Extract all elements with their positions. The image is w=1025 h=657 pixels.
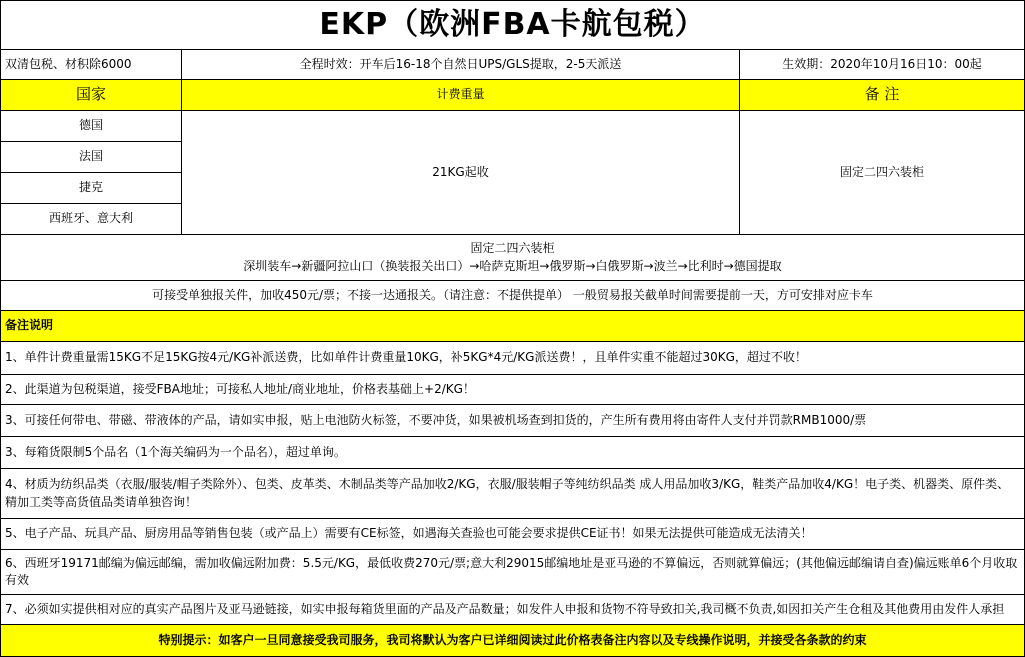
header-remark: 备 注 xyxy=(740,80,1025,111)
header-weight: 计费重量 xyxy=(182,80,740,111)
clearance-info: 双清包税、材积除6000 xyxy=(0,50,182,80)
route-info xyxy=(0,235,1025,281)
note-item: 7、必须如实提供相对应的真实产品图片及亚马逊链接，如实申报每箱货里面的产品及产品数量；如发件人申报和货物不符导致扣关,我司概不负责,如因扣关产生仓租及其他费用由发件人承担 xyxy=(0,595,1025,625)
country-cell: 西班牙、意大利 xyxy=(0,204,182,235)
note-item: 4、材质为纺织品类（衣服/服装/帽子类除外）、包类、皮革类、木制品类等产品加收2/KG，衣服/服装帽子等纯纺织品类 成人用品加收3/KG，鞋类产品加收4/KG！电子类、机器类、原件类、精加工类等高货值品类请单独咨询！ xyxy=(0,469,1025,519)
note-item: 1、单件计费重量需15KG不足15KG按4元/KG补派送费，比如单件计费重量10KG，补5KG*4元/KG派送费！，且单件实重不能超过30KG，超过不收！ xyxy=(0,342,1025,375)
country-cell: 法国 xyxy=(0,142,182,173)
notes-title: 备注说明 xyxy=(0,311,1025,342)
country-cell: 捷克 xyxy=(0,173,182,204)
weight-value: 21KG起收 xyxy=(182,111,740,235)
note-item: 3、可接任何带电、带磁、带液体的产品，请如实申报，贴上电池防火标签，不要冲货，如果被机场查到扣货的，产生所有费用将由寄件人支付并罚款RMB1000/票 xyxy=(0,405,1025,437)
effective-date: 生效期：2020年10月16日10：00起 xyxy=(740,50,1025,80)
remark-value: 固定二四六装柜 xyxy=(740,111,1025,235)
transit-time-info: 全程时效：开车后16-18个自然日UPS/GLS提取，2-5天派送 xyxy=(182,50,740,80)
note-item: 5、电子产品、玩具产品、厨房用品等销售包装（或产品上）需要有CE标签，如遇海关查验也可能会要求提供CE证书！如果无法提供可能造成无法清关！ xyxy=(0,519,1025,550)
customs-note: 可接受单独报关件，加收450元/票；不接一达通报关。（请注意：不提供提单） 一般贸易报关截单时间需要提前一天，方可安排对应卡车 xyxy=(0,281,1025,311)
route-schedule: 固定二四六装柜 xyxy=(470,241,555,256)
route-path: 深圳装车→新疆阿拉山口（换装报关出口）→哈萨克斯坦→俄罗斯→白俄罗斯→波兰→比利时→德国提取 xyxy=(243,258,782,273)
note-item: 3、每箱货限制5个品名（1个海关编码为一个品名），超过单询。 xyxy=(0,437,1025,469)
note-item: 6、西班牙19171邮编为偏远邮编，需加收偏远附加费：5.5元/KG，最低收费270元/票;意大利29015邮编地址是亚马逊的不算偏远，否则就算偏远；(其他偏远邮编请自查)偏远账单6个月收取有效 xyxy=(0,550,1025,595)
page-title: EKP（欧洲FBA卡航包税） xyxy=(0,0,1025,50)
note-item: 2、此渠道为包税渠道，接受FBA地址；可接私人地址/商业地址，价格表基础上+2/KG！ xyxy=(0,375,1025,405)
country-cell: 德国 xyxy=(0,111,182,142)
special-notice: 特别提示：如客户一旦同意接受我司服务，我司将默认为客户已详细阅读过此价格表备注内容以及专线操作说明，并接受各条款的约束 xyxy=(0,625,1025,657)
header-country: 国家 xyxy=(0,80,182,111)
